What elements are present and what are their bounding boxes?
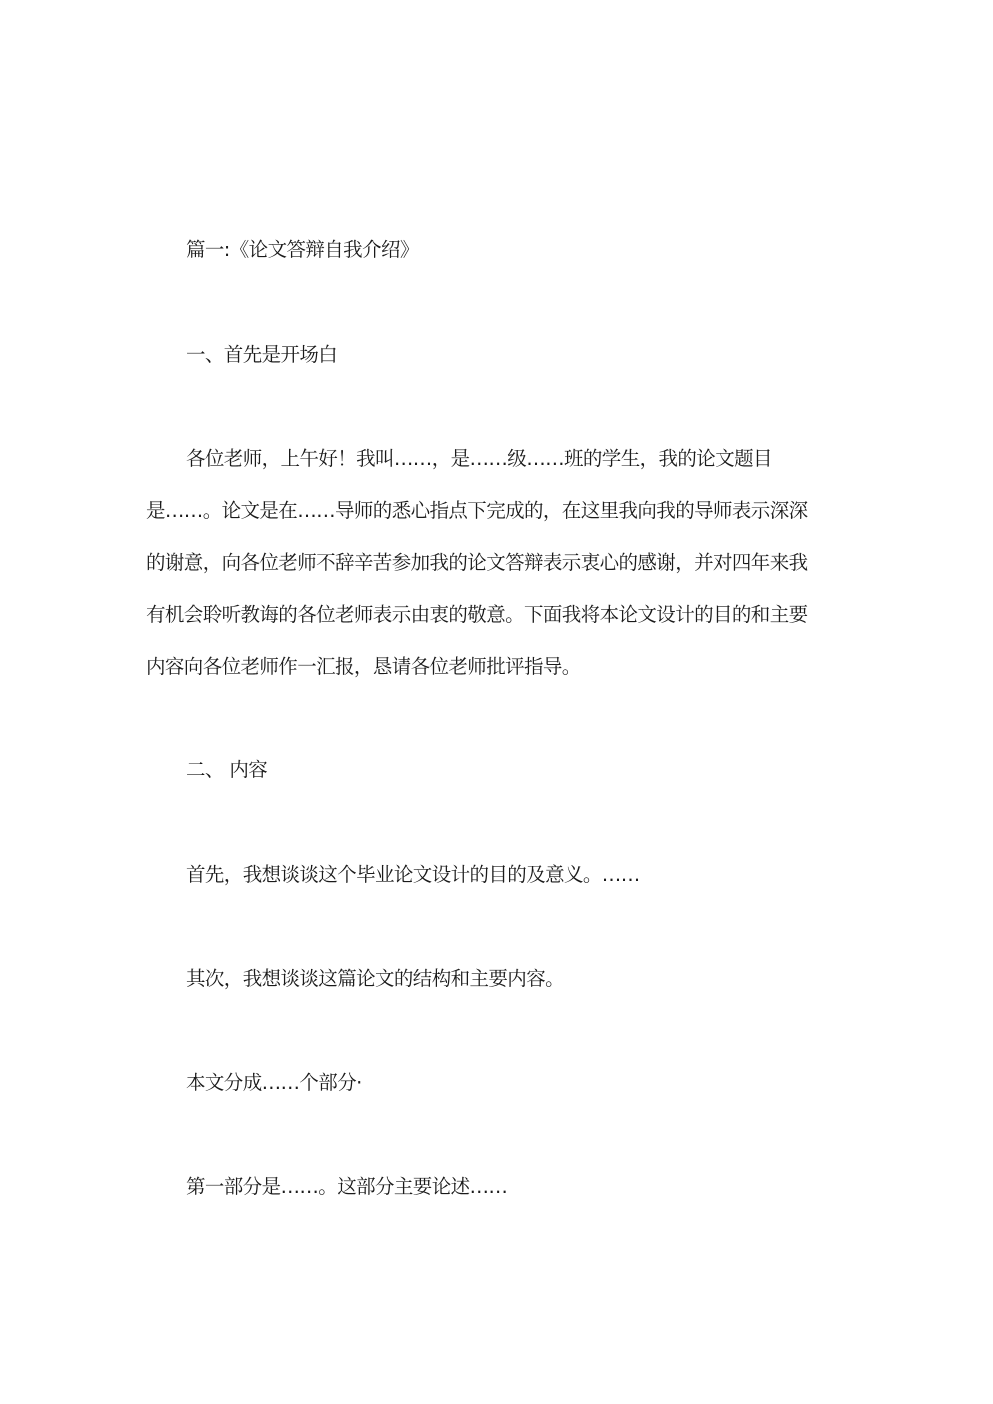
paragraph: 首先，我想谈谈这个毕业论文设计的目的及意义。…… bbox=[186, 863, 640, 886]
paragraph: 其次，我想谈谈这篇论文的结构和主要内容。 bbox=[186, 967, 565, 990]
section-heading-content: 二、 内容 bbox=[186, 758, 268, 781]
document-title: 篇一:《论文答辩自我介绍》 bbox=[186, 238, 419, 261]
paragraph-line: 内容向各位老师作一汇报，恳请各位老师批评指导。 bbox=[146, 655, 581, 678]
paragraph: 本文分成……个部分· bbox=[186, 1071, 362, 1094]
section-heading-opening: 一、首先是开场白 bbox=[186, 343, 338, 366]
paragraph-line: 有机会聆听教诲的各位老师表示由衷的敬意。下面我将本论文设计的目的和主要 bbox=[146, 603, 808, 626]
paragraph-line: 各位老师，上午好！我叫……，是……级……班的学生，我的论文题目 bbox=[186, 447, 772, 470]
paragraph: 第一部分是……。这部分主要论述…… bbox=[186, 1175, 508, 1198]
paragraph-line: 是……。论文是在……导师的悉心指点下完成的，在这里我向我的导师表示深深 bbox=[146, 499, 808, 522]
paragraph-line: 的谢意，向各位老师不辞辛苦参加我的论文答辩表示衷心的感谢，并对四年来我 bbox=[146, 551, 808, 574]
